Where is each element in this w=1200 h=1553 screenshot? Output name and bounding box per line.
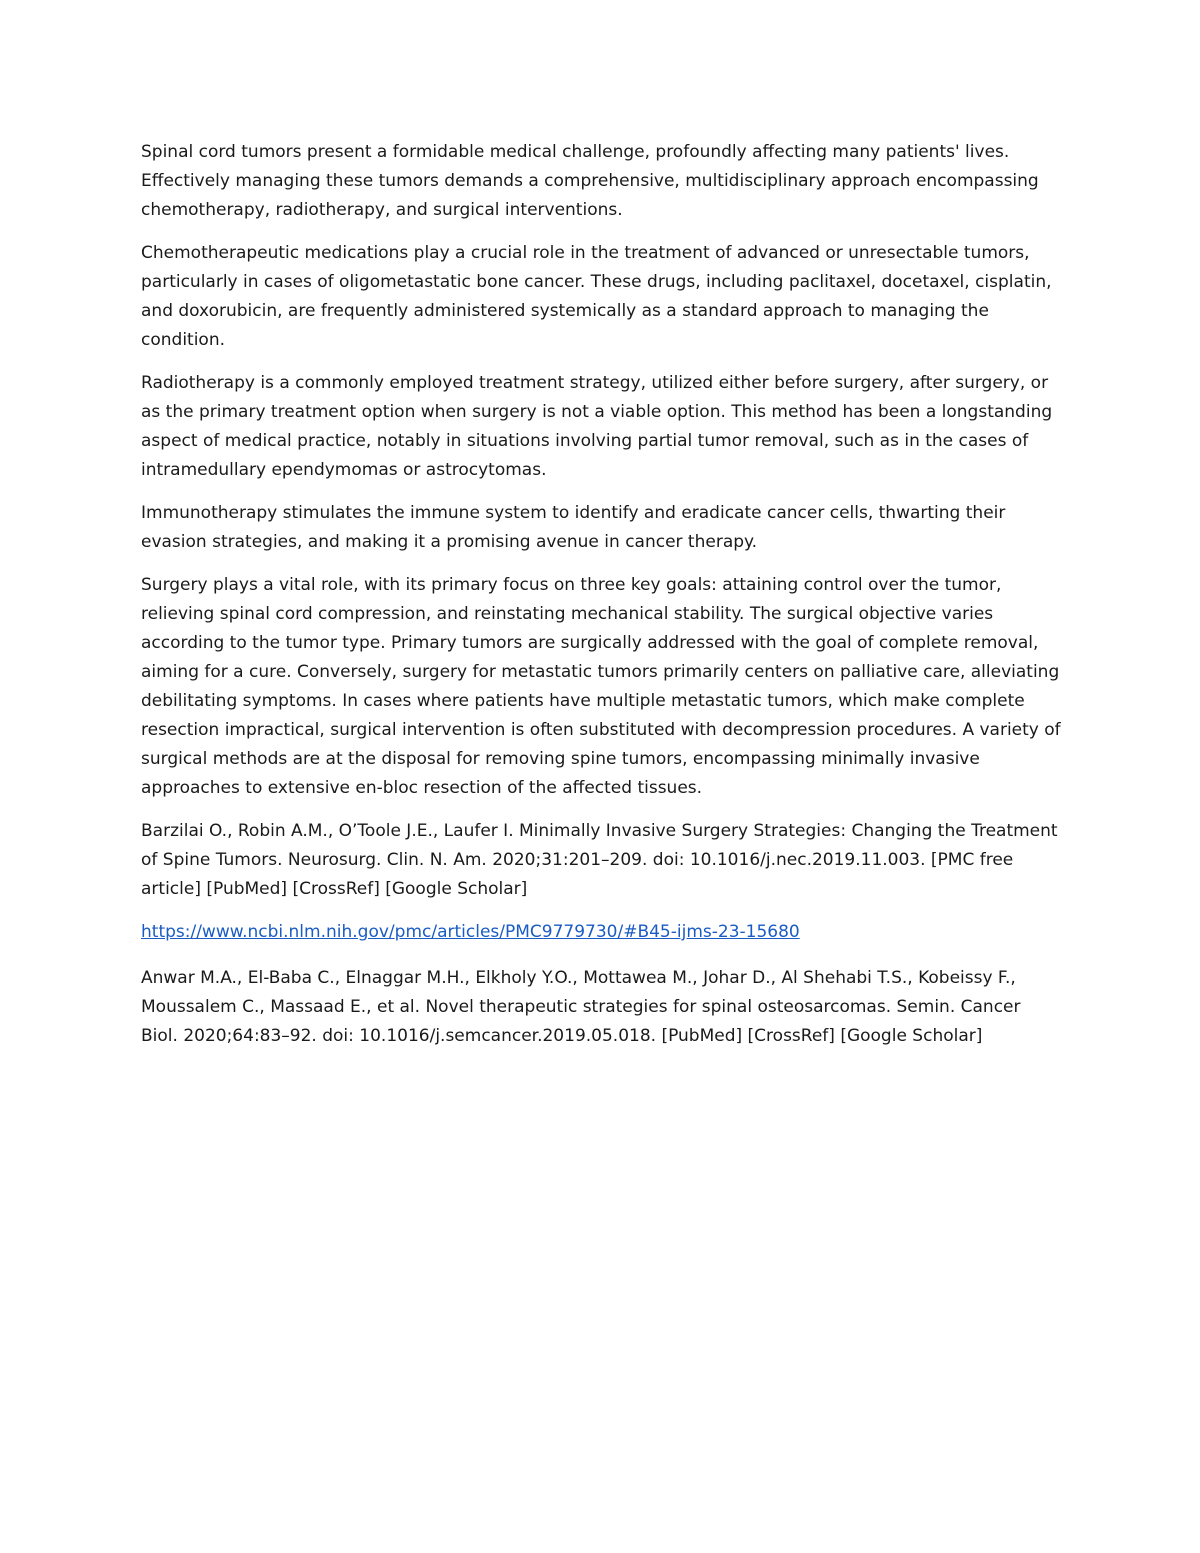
reference-anwar: Anwar M.A., El-Baba C., Elnaggar M.H., Elkholy Y.O., Mottawea M., Johar D., Al Shehabi T.S., Kobeissy F., Moussalem C., Massaad E., et al. Novel therapeutic strategies for spinal osteosarcomas. Semin. Cancer Biol. 2020;64:83–92. doi: 10.1016/j.semcancer.2019.05.018. [PubMed] [CrossRef] [Google Scholar] bbox=[141, 968, 1021, 1046]
reference-barzilai: Barzilai O., Robin A.M., O’Toole J.E., Laufer I. Minimally Invasive Surgery Strategies: Changing the Treatment of Spine Tumors. Neurosurg. Clin. N. Am. 2020;31:201–209. doi: 10.1016/j.nec.2019.11.003. [PMC free article] [PubMed] [CrossRef] [Google Scholar] bbox=[141, 821, 1058, 899]
paragraph-chemotherapy: Chemotherapeutic medications play a crucial role in the treatment of advanced or unresectable tumors, particularly in cases of oligometastatic bone cancer. These drugs, including paclitaxel, docetaxel, cisplatin, and doxorubicin, are frequently administered systemically as a standard approach to managing the condition. bbox=[141, 243, 1052, 350]
paragraph-immunotherapy: Immunotherapy stimulates the immune system to identify and eradicate cancer cells, thwarting their evasion strategies, and making it a promising avenue in cancer therapy. bbox=[141, 503, 1006, 552]
paragraph-radiotherapy: Radiotherapy is a commonly employed treatment strategy, utilized either before surgery, after surgery, or as the primary treatment option when surgery is not a viable option. This method has been a longstanding aspect of medical practice, notably in situations involving partial tumor removal, such as in the cases of intramedullary ependymomas or astrocytomas. bbox=[141, 373, 1053, 480]
link-paragraph bbox=[141, 918, 1061, 947]
paragraph-surgery: Surgery plays a vital role, with its primary focus on three key goals: attaining control over the tumor, relieving spinal cord compression, and reinstating mechanical stability. The surgical objective varies according to the tumor type. Primary tumors are surgically addressed with the goal of complete removal, aiming for a cure. Conversely, surgery for metastatic tumors primarily centers on palliative care, alleviating debilitating symptoms. In cases where patients have multiple metastatic tumors, which make complete resection impractical, surgical intervention is often substituted with decompression procedures. A variety of surgical methods are at the disposal for removing spine tumors, encompassing minimally invasive approaches to extensive en-bloc resection of the affected tissues. bbox=[141, 575, 1061, 798]
pmc-article-link[interactable]: https://www.ncbi.nlm.nih.gov/pmc/articles/PMC9779730/#B45-ijms-23-15680 bbox=[141, 922, 800, 942]
paragraph-intro: Spinal cord tumors present a formidable medical challenge, profoundly affecting many patients' lives. Effectively managing these tumors demands a comprehensive, multidisciplinary approach encompassing chemotherapy, radiotherapy, and surgical interventions. bbox=[141, 142, 1039, 220]
document-page bbox=[141, 138, 1061, 1065]
